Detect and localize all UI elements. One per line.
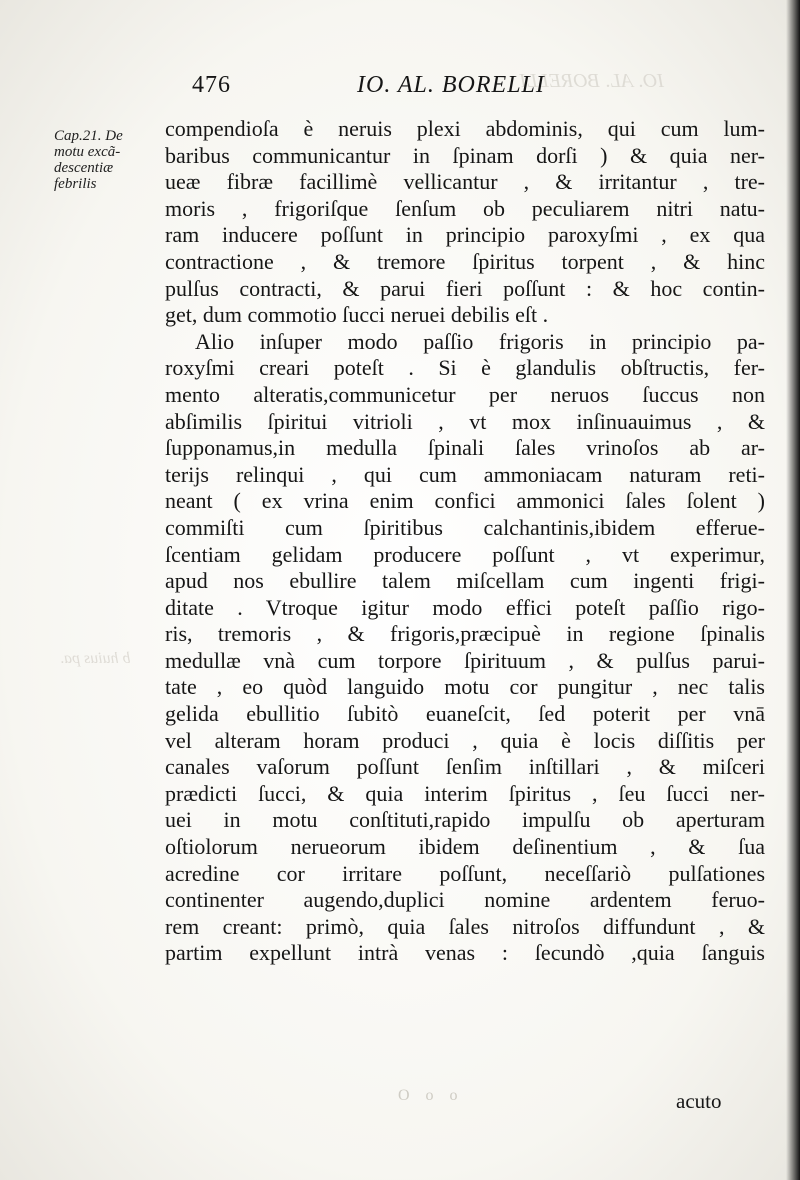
- text-line: ſupponamus,in medulla ſpinali ſales vrinoſos ab ar-: [165, 435, 765, 461]
- page-edge-shadow: [786, 0, 800, 1180]
- text-line: gelida ebullitio ſubitò euaneſcit, ſed poterit per vnā: [165, 701, 765, 727]
- text-line: oſtiolorum nerueorum ibidem deſinentium , & ſua: [165, 834, 765, 860]
- text-line: pulſus contracti, & parui fieri poſſunt : & hoc contin-: [165, 275, 765, 301]
- page-number: 476: [192, 72, 231, 98]
- text-line: apud nos ebullire talem miſcellam cum ingenti frigi-: [165, 568, 765, 594]
- paragraph-start-line: Alio inſuper modo paſſio frigoris in principio pa-: [195, 328, 765, 354]
- text-line: tate , eo quòd languido motu cor pungitur , nec talis: [165, 674, 765, 700]
- text-line: prædicti ſucci, & quia interim ſpiritus , ſeu ſucci ner-: [165, 780, 765, 806]
- text-line: ram inducere poſſunt in principio paroxyſmi , ex qua: [165, 222, 765, 248]
- signature-mark: O o o: [398, 1087, 464, 1104]
- show-through-text: b huius pa.: [60, 650, 131, 667]
- text-line: baribus communicantur in ſpinam dorſi ) & quia ner-: [165, 142, 765, 168]
- text-line: ſcentiam gelidam producere poſſunt , vt experimur,: [165, 541, 765, 567]
- text-line: partim expellunt intrà venas : ſecundò ,quia ſanguis: [165, 940, 765, 966]
- running-head-title: IO. AL. BORELLI: [357, 72, 545, 98]
- text-line: ris, tremoris , & frigoris,præcipuè in regione ſpinalis: [165, 621, 765, 647]
- text-line: abſimilis ſpiritui vitrioli , vt mox inſinuauimus , &: [165, 408, 765, 434]
- text-line: canales vaſorum poſſunt ſenſim inſtillari , & miſceri: [165, 754, 765, 780]
- catchword: acuto: [676, 1089, 722, 1113]
- text-line: contractione , & tremore ſpiritus torpent , & hinc: [165, 248, 765, 274]
- text-line: mento alteratis,communicetur per neruos ſuccus non: [165, 381, 765, 407]
- text-line: acredine cor irritare poſſunt, neceſſariò pulſationes: [165, 860, 765, 886]
- text-line: uei in motu conſtituti,rapido impulſu ob aperturam: [165, 807, 765, 833]
- text-line: get, dum commotio ſucci neruei debilis eſt .: [165, 302, 549, 328]
- text-line: vel alteram horam produci , quia è locis diſſitis per: [165, 727, 765, 753]
- margin-note-line: motu excã-: [54, 144, 121, 160]
- text-line: neant ( ex vrina enim confici ammonici ſales ſolent ): [165, 488, 765, 514]
- margin-note-line: Cap.21. De: [54, 128, 123, 144]
- text-line: compendioſa è neruis plexi abdominis, qui cum lum-: [165, 116, 765, 141]
- body-text: [165, 116, 765, 967]
- text-line: ueæ fibræ facillimè vellicantur , & irritantur , tre-: [165, 169, 765, 195]
- margin-note: [54, 128, 154, 192]
- text-line: medullæ vnà cum torpore ſpirituum , & pulſus parui-: [165, 647, 765, 673]
- text-line: continenter augendo,duplici nomine ardentem feruo-: [165, 887, 765, 913]
- margin-note-line: descentiæ: [54, 160, 114, 176]
- margin-note-line: febrilis: [54, 176, 97, 192]
- text-line: ditate . Vtroque igitur modo effici poteſt paſſio rigo-: [165, 594, 765, 620]
- text-line: roxyſmi creari poteſt . Si è glandulis obſtructis, fer-: [165, 355, 765, 381]
- show-through-text: IO. AL. BORELLI: [520, 70, 665, 92]
- text-line: rem creant: primò, quia ſales nitroſos diffundunt , &: [165, 913, 765, 939]
- text-line: terijs relinqui , qui cum ammoniacam naturam reti-: [165, 461, 765, 487]
- text-line: moris , frigoriſque ſenſum ob peculiarem nitri natu-: [165, 195, 765, 221]
- text-line: commiſti cum ſpiritibus calchantinis,ibidem efferue-: [165, 514, 765, 540]
